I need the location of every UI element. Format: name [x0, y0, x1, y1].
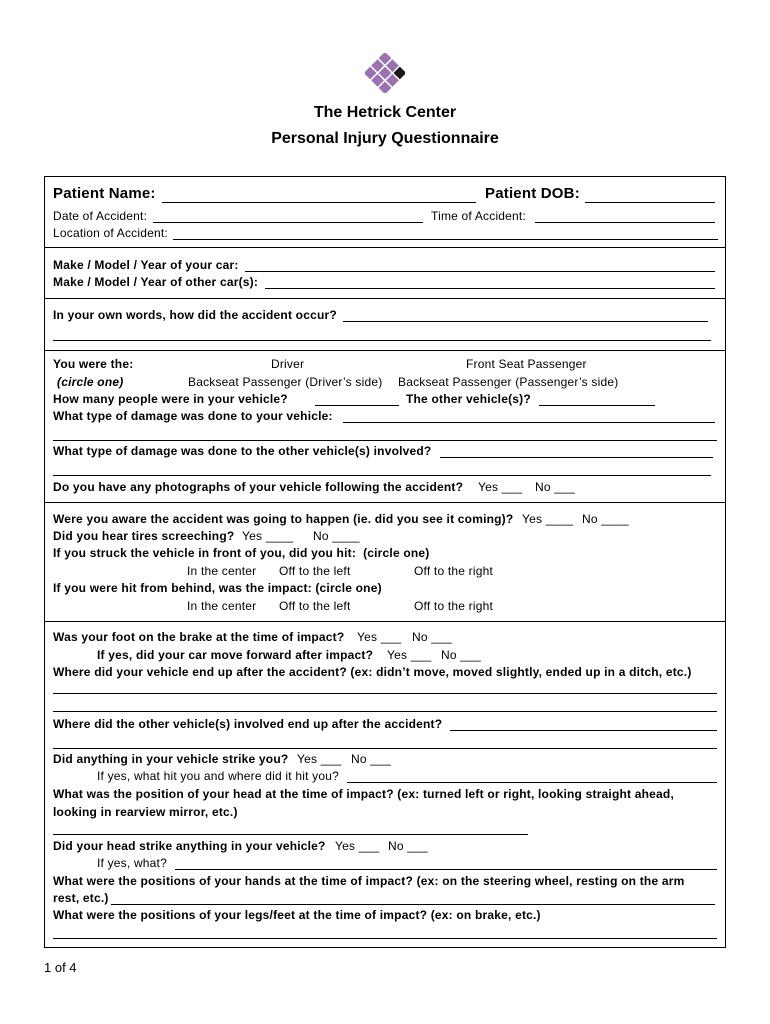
hetrick-logo — [365, 53, 405, 93]
other-end-up-field[interactable] — [450, 730, 717, 731]
damage-your-label: What type of damage was done to your vehicle: — [53, 409, 333, 423]
own-words-label: In your own words, how did the accident occur? — [53, 308, 337, 322]
patient-dob-field[interactable] — [585, 202, 715, 203]
hit-behind-label: If you were hit from behind, was the impact: (circle one) — [53, 581, 382, 595]
end-up-field-line1[interactable] — [53, 693, 717, 694]
other-end-up-field-line2[interactable] — [53, 748, 717, 749]
strike-yes[interactable]: Yes ___ — [297, 752, 342, 766]
option-front-passenger[interactable]: Front Seat Passenger — [466, 357, 587, 371]
car-move-label: If yes, did your car move forward after impact? — [97, 648, 374, 662]
damage-other-field[interactable] — [440, 457, 713, 458]
people-in-vehicle-field[interactable] — [315, 405, 399, 406]
behind-option-center[interactable]: In the center — [187, 599, 257, 613]
end-up-field-line2[interactable] — [53, 711, 717, 712]
car-move-yes[interactable]: Yes ___ — [387, 648, 432, 662]
tires-no[interactable]: No ____ — [313, 529, 360, 543]
own-words-field-line2[interactable] — [53, 340, 711, 341]
head-position-label: What was the position of your head at the time of impact? (ex: turned left or right, looking straight ahead, — [53, 787, 674, 801]
head-strike-label: Did your head strike anything in your vehicle? — [53, 839, 326, 853]
time-of-accident-label: Time of Accident: — [431, 209, 526, 223]
damage-other-label: What type of damage was done to the other vehicle(s) involved? — [53, 444, 432, 458]
circle-one-note: (circle one) — [57, 375, 124, 389]
patient-dob-label: Patient DOB: — [485, 185, 580, 202]
legs-label: What were the positions of your legs/feet at the time of impact? (ex: on brake, etc.) — [53, 908, 541, 922]
struck-option-left[interactable]: Off to the left — [279, 564, 351, 578]
you-were-label: You were the: — [53, 357, 134, 371]
tires-yes[interactable]: Yes ____ — [242, 529, 294, 543]
location-of-accident-field[interactable] — [173, 239, 718, 240]
what-hit-label: If yes, what hit you and where did it hit you? — [97, 769, 339, 783]
if-yes-what-label: If yes, what? — [97, 856, 167, 870]
your-car-label: Make / Model / Year of your car: — [53, 258, 239, 272]
document-title: The Hetrick Center — [313, 104, 457, 121]
other-vehicles-field[interactable] — [539, 405, 655, 406]
other-end-up-label: Where did the other vehicle(s) involved end up after the accident? — [53, 717, 443, 731]
end-up-label: Where did your vehicle end up after the accident? (ex: didn’t move, moved slightly, ended up in a ditch, etc.) — [53, 665, 692, 679]
photographs-label: Do you have any photographs of your vehicle following the accident? — [53, 480, 464, 494]
damage-other-field-line2[interactable] — [53, 475, 711, 476]
option-backseat-driver-side[interactable]: Backseat Passenger (Driver’s side) — [188, 375, 383, 389]
strike-no[interactable]: No ___ — [351, 752, 391, 766]
patient-name-field[interactable] — [162, 202, 476, 203]
section-divider — [45, 502, 725, 503]
damage-your-field[interactable] — [343, 422, 715, 423]
hands-label-line2: rest, etc.) — [53, 891, 109, 905]
head-position-label-line2: looking in rearview mirror, etc.) — [53, 805, 238, 819]
what-hit-field[interactable] — [347, 782, 717, 783]
date-of-accident-label: Date of Accident: — [53, 209, 148, 223]
own-words-field[interactable] — [343, 321, 708, 322]
hands-field[interactable] — [111, 904, 715, 905]
struck-option-right[interactable]: Off to the right — [414, 564, 494, 578]
behind-option-left[interactable]: Off to the left — [279, 599, 351, 613]
head-position-field[interactable] — [53, 834, 528, 835]
document-subtitle: Personal Injury Questionnaire — [271, 130, 499, 147]
option-driver[interactable]: Driver — [271, 357, 305, 371]
other-vehicles-label: The other vehicle(s)? — [406, 392, 531, 406]
section-divider — [45, 298, 725, 299]
head-strike-yes[interactable]: Yes ___ — [335, 839, 380, 853]
section-divider — [45, 621, 725, 622]
tires-label: Did you hear tires screeching? — [53, 529, 235, 543]
struck-front-label: If you struck the vehicle in front of you, did you hit: (circle one) — [53, 546, 430, 560]
struck-option-center[interactable]: In the center — [187, 564, 257, 578]
foot-brake-no[interactable]: No ___ — [412, 630, 452, 644]
car-move-no[interactable]: No ___ — [441, 648, 481, 662]
other-car-field[interactable] — [265, 288, 715, 289]
foot-brake-yes[interactable]: Yes ___ — [357, 630, 402, 644]
location-of-accident-label: Location of Accident: — [53, 226, 168, 240]
your-car-field[interactable] — [245, 271, 715, 272]
head-strike-no[interactable]: No ___ — [388, 839, 428, 853]
page-number: 1 of 4 — [44, 960, 77, 975]
section-divider — [45, 247, 725, 248]
questionnaire-form — [44, 176, 726, 948]
date-of-accident-field[interactable] — [153, 222, 423, 223]
damage-your-field-line2[interactable] — [53, 440, 717, 441]
behind-option-right[interactable]: Off to the right — [414, 599, 494, 613]
photographs-no[interactable]: No ___ — [535, 480, 575, 494]
aware-yes[interactable]: Yes ____ — [522, 512, 574, 526]
patient-name-label: Patient Name: — [53, 185, 156, 202]
hands-label: What were the positions of your hands at the time of impact? (ex: on the steering wheel, resting on the arm — [53, 874, 685, 888]
photographs-yes[interactable]: Yes ___ — [478, 480, 523, 494]
aware-no[interactable]: No ____ — [582, 512, 629, 526]
legs-field[interactable] — [53, 938, 717, 939]
option-backseat-passenger-side[interactable]: Backseat Passenger (Passenger’s side) — [398, 375, 619, 389]
strike-label: Did anything in your vehicle strike you? — [53, 752, 289, 766]
people-in-vehicle-label: How many people were in your vehicle? — [53, 392, 288, 406]
if-yes-what-field[interactable] — [175, 869, 717, 870]
section-divider — [45, 350, 725, 351]
foot-brake-label: Was your foot on the brake at the time of impact? — [53, 630, 345, 644]
other-car-label: Make / Model / Year of other car(s): — [53, 275, 259, 289]
time-of-accident-field[interactable] — [535, 222, 715, 223]
aware-label: Were you aware the accident was going to happen (ie. did you see it coming)? — [53, 512, 514, 526]
